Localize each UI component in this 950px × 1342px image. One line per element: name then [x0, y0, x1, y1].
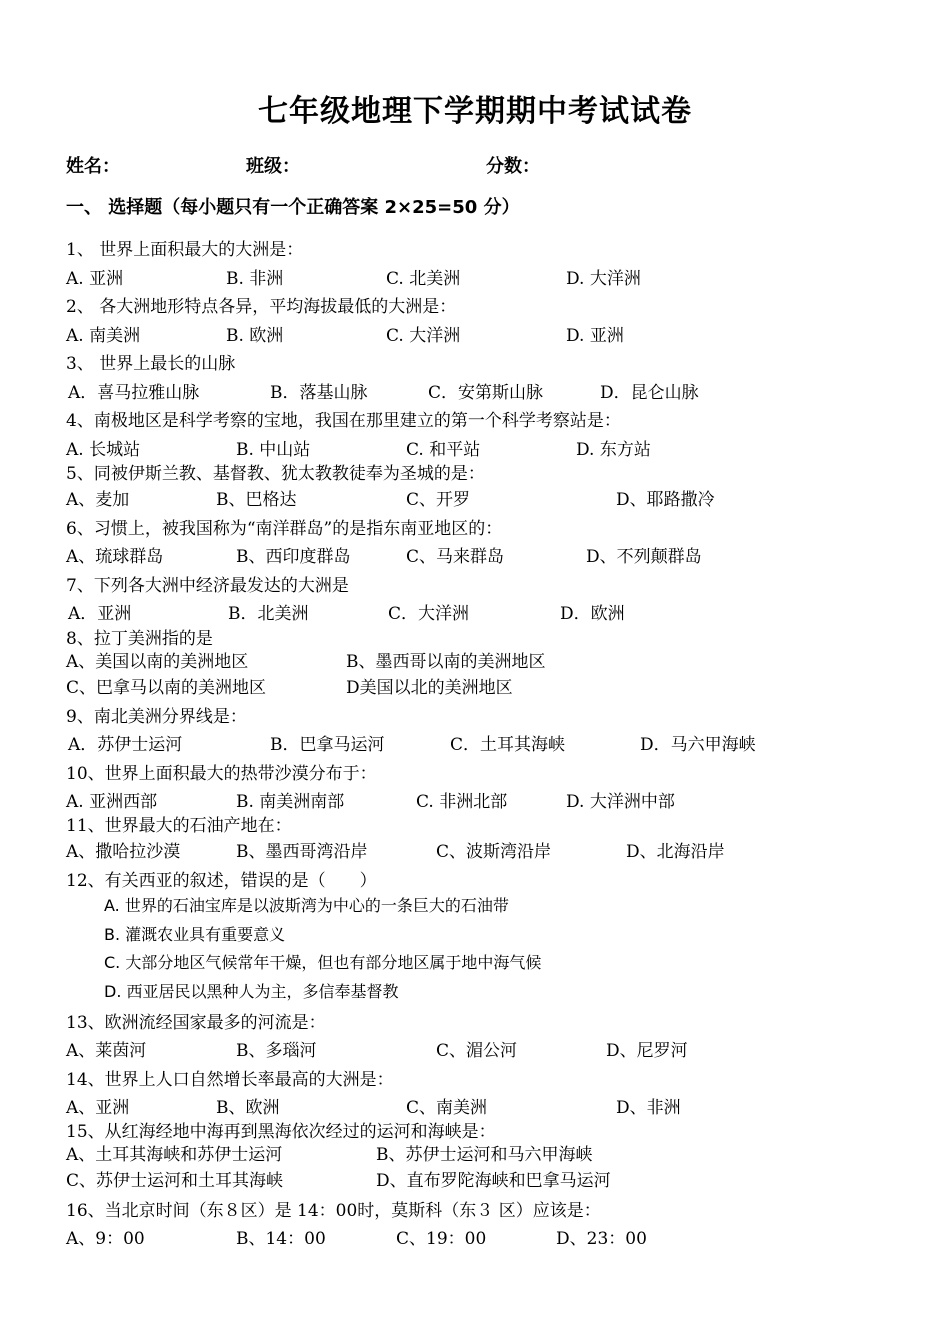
option-b: B. 灌溉农业具有重要意义	[104, 925, 286, 944]
option-c: C、南美洲	[406, 1098, 488, 1118]
option-a: A．亚洲	[68, 604, 132, 624]
option-a: A．苏伊士运河	[68, 735, 183, 755]
option-c: C、湄公河	[436, 1041, 518, 1061]
option-b: B．北美洲	[228, 604, 309, 624]
option-d: D、耶路撒冷	[616, 490, 715, 510]
option-b: B. 南美洲南部	[236, 792, 345, 812]
score-label: 分数：	[486, 156, 540, 177]
question-12: 12、有关西亚的叙述，错误的是（ ）	[66, 871, 377, 891]
section-heading: 一、 选择题（每小题只有一个正确答案 2×25=50 分）	[66, 197, 520, 218]
question-5: 5、同被伊斯兰教、基督教、犹太教教徒奉为圣城的是：	[66, 464, 485, 484]
option-d: D、非洲	[616, 1098, 681, 1118]
option-c: C、19：00	[396, 1229, 487, 1249]
question-3: 3、 世界上最长的山脉	[66, 354, 236, 374]
question-2: 2、 各大洲地形特点各异，平均海拔最低的大洲是：	[66, 297, 457, 317]
option-d: D. 大洋洲中部	[566, 792, 675, 812]
option-d: D. 大洋洲	[566, 269, 641, 289]
option-d: D、不列颠群岛	[586, 547, 702, 567]
question-16: 16、当北京时间（东８区）是 14：00时，莫斯科（东３ 区）应该是：	[66, 1201, 601, 1221]
question-15: 15、从红海经地中海再到黑海依次经过的运河和海峡是：	[66, 1122, 496, 1142]
question-11: 11、世界最大的石油产地在：	[66, 816, 292, 836]
option-a: A. 世界的石油宝库是以波斯湾为中心的一条巨大的石油带	[104, 896, 509, 915]
option-a: A. 长城站	[66, 440, 141, 460]
option-b: B、苏伊士运河和马六甲海峡	[376, 1145, 593, 1165]
name-label: 姓名：	[66, 156, 120, 177]
option-c: C. 和平站	[406, 440, 481, 460]
question-14: 14、世界上人口自然增长率最高的大洲是：	[66, 1070, 394, 1090]
option-c: C、开罗	[406, 490, 471, 510]
option-c: C．土耳其海峡	[450, 735, 566, 755]
option-a: A、9：00	[66, 1229, 145, 1249]
option-b: B. 欧洲	[226, 326, 284, 346]
question-6: 6、习惯上，被我国称为“南洋群岛”的是指东南亚地区的：	[66, 519, 503, 539]
option-d: D. 东方站	[576, 440, 651, 460]
option-c: C．大洋洲	[388, 604, 470, 624]
option-a: A、莱茵河	[66, 1041, 147, 1061]
question-1: 1、 世界上面积最大的大洲是：	[66, 240, 304, 260]
option-d: D美国以北的美洲地区	[346, 678, 513, 698]
option-c: C、波斯湾沿岸	[436, 842, 552, 862]
question-7: 7、下列各大洲中经济最发达的大洲是	[66, 576, 349, 596]
question-9: 9、南北美洲分界线是：	[66, 707, 247, 727]
option-a: A、琉球群岛	[66, 547, 164, 567]
option-c: C、马来群岛	[406, 547, 505, 567]
option-d: D．马六甲海峡	[640, 735, 756, 755]
option-d: D、23：00	[556, 1229, 647, 1249]
option-a: A、土耳其海峡和苏伊士运河	[66, 1145, 283, 1165]
question-13: 13、欧洲流经国家最多的河流是：	[66, 1013, 326, 1033]
option-b: B、欧洲	[216, 1098, 280, 1118]
question-8: 8、拉丁美洲指的是	[66, 629, 213, 649]
option-a: A、麦加	[66, 490, 130, 510]
option-b: B、多瑙河	[236, 1041, 317, 1061]
option-d: D、北海沿岸	[626, 842, 725, 862]
page-title: 七年级地理下学期期中考试试卷	[258, 94, 692, 129]
question-4: 4、南极地区是科学考察的宝地，我国在那里建立的第一个科学考察站是：	[66, 411, 621, 431]
option-c: C. 非洲北部	[416, 792, 508, 812]
question-10: 10、世界上面积最大的热带沙漠分布于：	[66, 764, 377, 784]
option-b: B、西印度群岛	[236, 547, 351, 567]
option-a: A. 亚洲西部	[66, 792, 158, 812]
option-c: C. 大洋洲	[386, 326, 461, 346]
option-c: C. 北美洲	[386, 269, 461, 289]
option-b: B. 中山站	[236, 440, 311, 460]
option-b: B、巴格达	[216, 490, 297, 510]
option-c: C．安第斯山脉	[428, 383, 544, 403]
option-d: D、尼罗河	[606, 1041, 688, 1061]
option-b: B．落基山脉	[270, 383, 368, 403]
option-a: A、撒哈拉沙漠	[66, 842, 181, 862]
option-a: A. 亚洲	[66, 269, 124, 289]
class-label: 班级：	[246, 156, 300, 177]
option-b: B、14：00	[236, 1229, 326, 1249]
option-d: D．昆仑山脉	[600, 383, 699, 403]
option-a: A、亚洲	[66, 1098, 130, 1118]
option-d: D、直布罗陀海峡和巴拿马运河	[376, 1171, 611, 1191]
option-a: A．喜马拉雅山脉	[68, 383, 200, 403]
option-c: C、巴拿马以南的美洲地区	[66, 678, 267, 698]
option-b: B、墨西哥以南的美洲地区	[346, 652, 546, 672]
option-c: C、苏伊士运河和土耳其海峡	[66, 1171, 284, 1191]
option-b: B、墨西哥湾沿岸	[236, 842, 368, 862]
option-b: B．巴拿马运河	[270, 735, 385, 755]
option-c: C. 大部分地区气候常年干燥，但也有部分地区属于地中海气候	[104, 953, 542, 972]
option-d: D. 西亚居民以黑种人为主，多信奉基督教	[104, 982, 399, 1001]
option-a: A、美国以南的美洲地区	[66, 652, 249, 672]
option-d: D．欧洲	[560, 604, 625, 624]
option-a: A. 南美洲	[66, 326, 141, 346]
option-d: D. 亚洲	[566, 326, 624, 346]
option-b: B. 非洲	[226, 269, 284, 289]
